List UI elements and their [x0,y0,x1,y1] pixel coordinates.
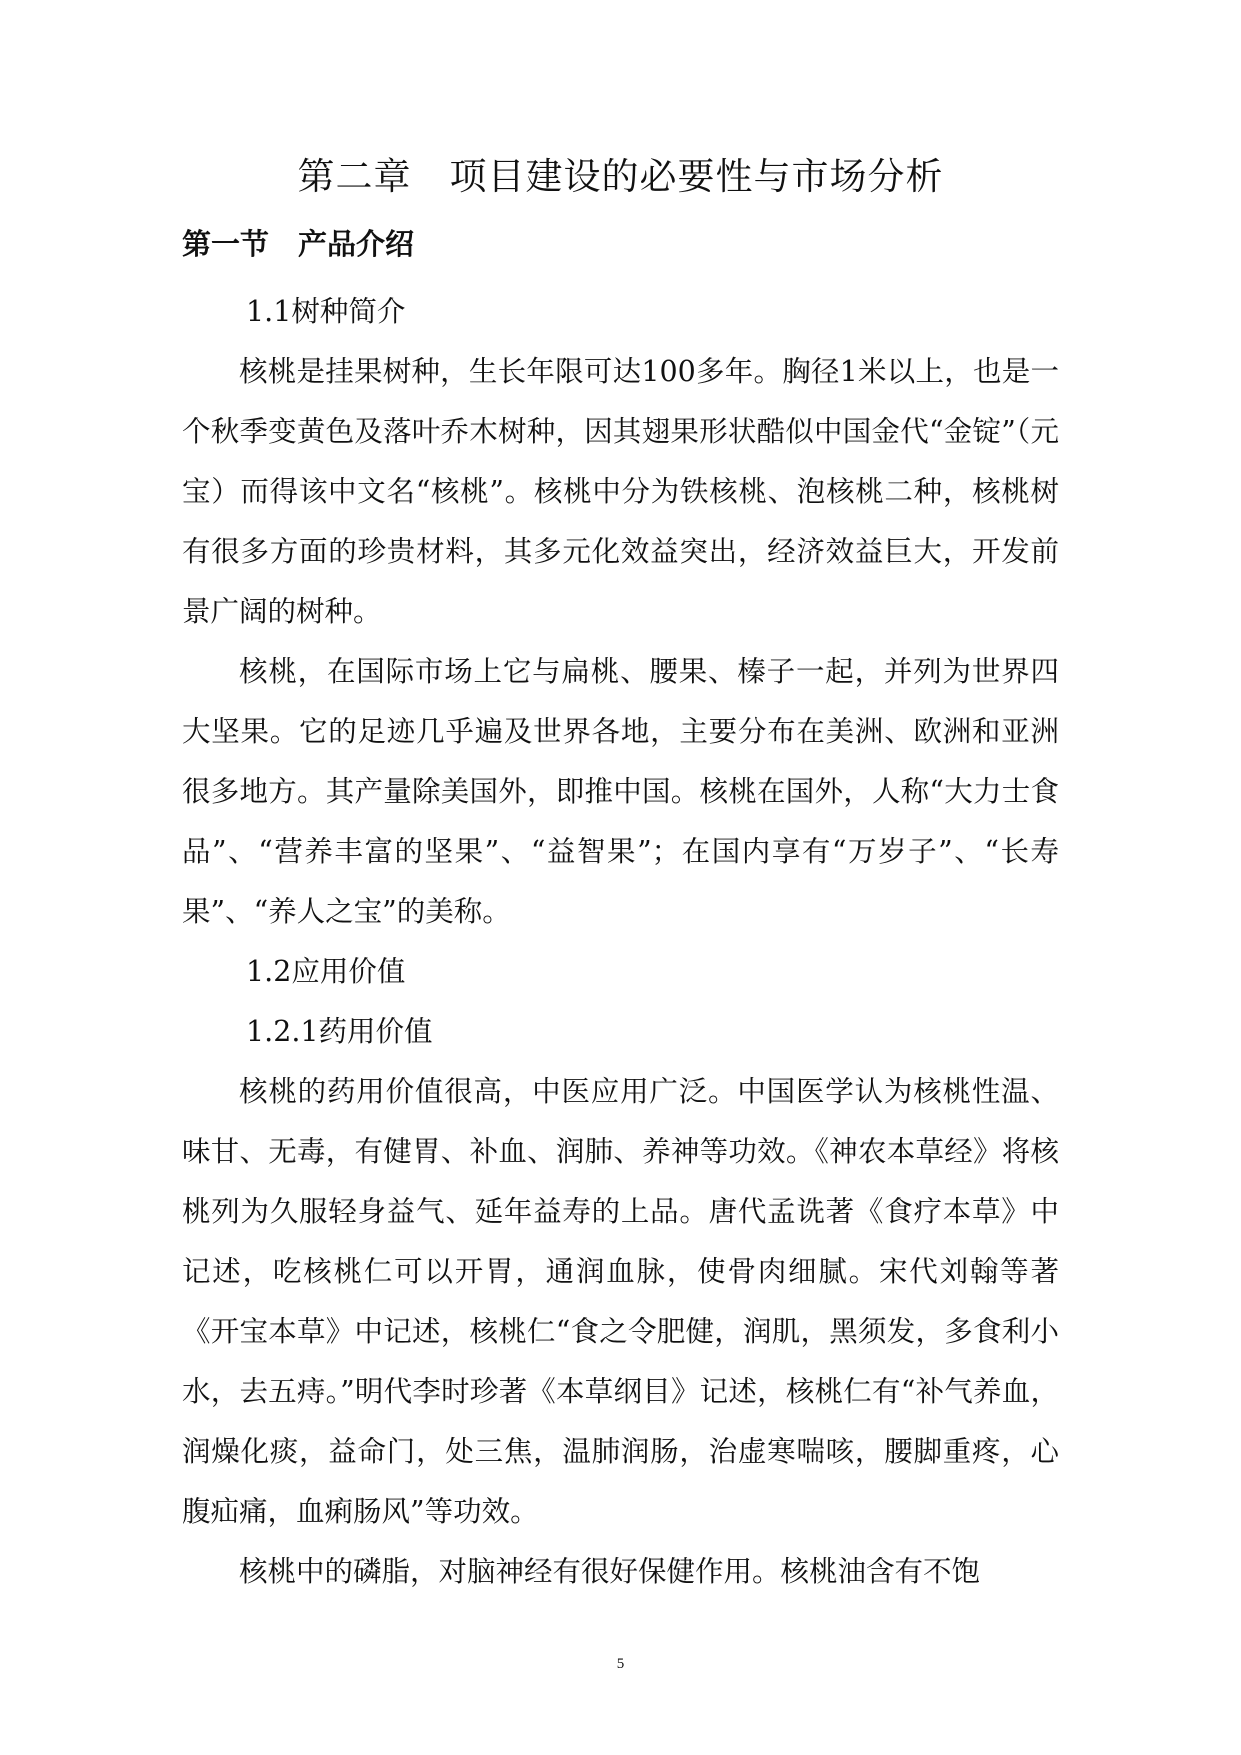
body-paragraph: 核桃是挂果树种，生长年限可达100多年。胸径1米以上，也是一个秋季变黄色及落叶乔木树种，因其翅果形状酷似中国金代“金锭”（元宝）而得该中文名“核桃”。核桃中分为铁核桃、泡核桃二种，核桃树有很多方面的珍贵材料，其多元化效益突出，经济效益巨大，开发前景广阔的树种。 [182,355,1059,628]
body-text [182,282,1059,1602]
chapter-title: 第二章 项目建设的必要性与市场分析 [297,155,944,198]
subsection-heading: 1.1树种简介 [246,295,406,328]
body-paragraph: 核桃，在国际市场上它与扁桃、腰果、榛子一起，并列为世界四大坚果。它的足迹几乎遍及世界各地，主要分布在美洲、欧洲和亚洲很多地方。其产量除美国外，即推中国。核桃在国外，人称“大力士食品”、“营养丰富的坚果”、“益智果”；在国内享有“万岁子”、“长寿果”、“养人之宝”的美称。 [182,655,1059,928]
page-number: 5 [616,1656,625,1672]
body-paragraph: 核桃的药用价值很高，中医应用广泛。中国医学认为核桃性温、味甘、无毒，有健胃、补血、润肺、养神等功效。《神农本草经》将核桃列为久服轻身益气、延年益寿的上品。唐代孟诜著《食疗本草》中记述，吃核桃仁可以开胃，通润血脉，使骨肉细腻。宋代刘翰等著《开宝本草》中记述，核桃仁“食之令肥健，润肌，黑须发，多食利小水，去五痔。”明代李时珍著《本草纲目》记述，核桃仁有“补气养血，润燥化痰，益命门，处三焦，温肺润肠，治虚寒喘咳，腰脚重疼，心腹疝痛，血痢肠风”等功效。 [182,1075,1059,1528]
section-heading: 第一节 产品介绍 [182,227,415,261]
body-paragraph: 核桃中的磷脂，对脑神经有很好保健作用。核桃油含有不饱 [239,1555,981,1588]
subsection-heading: 1.2应用价值 [246,955,406,988]
subsection-heading: 1.2.1药用价值 [246,1015,433,1048]
